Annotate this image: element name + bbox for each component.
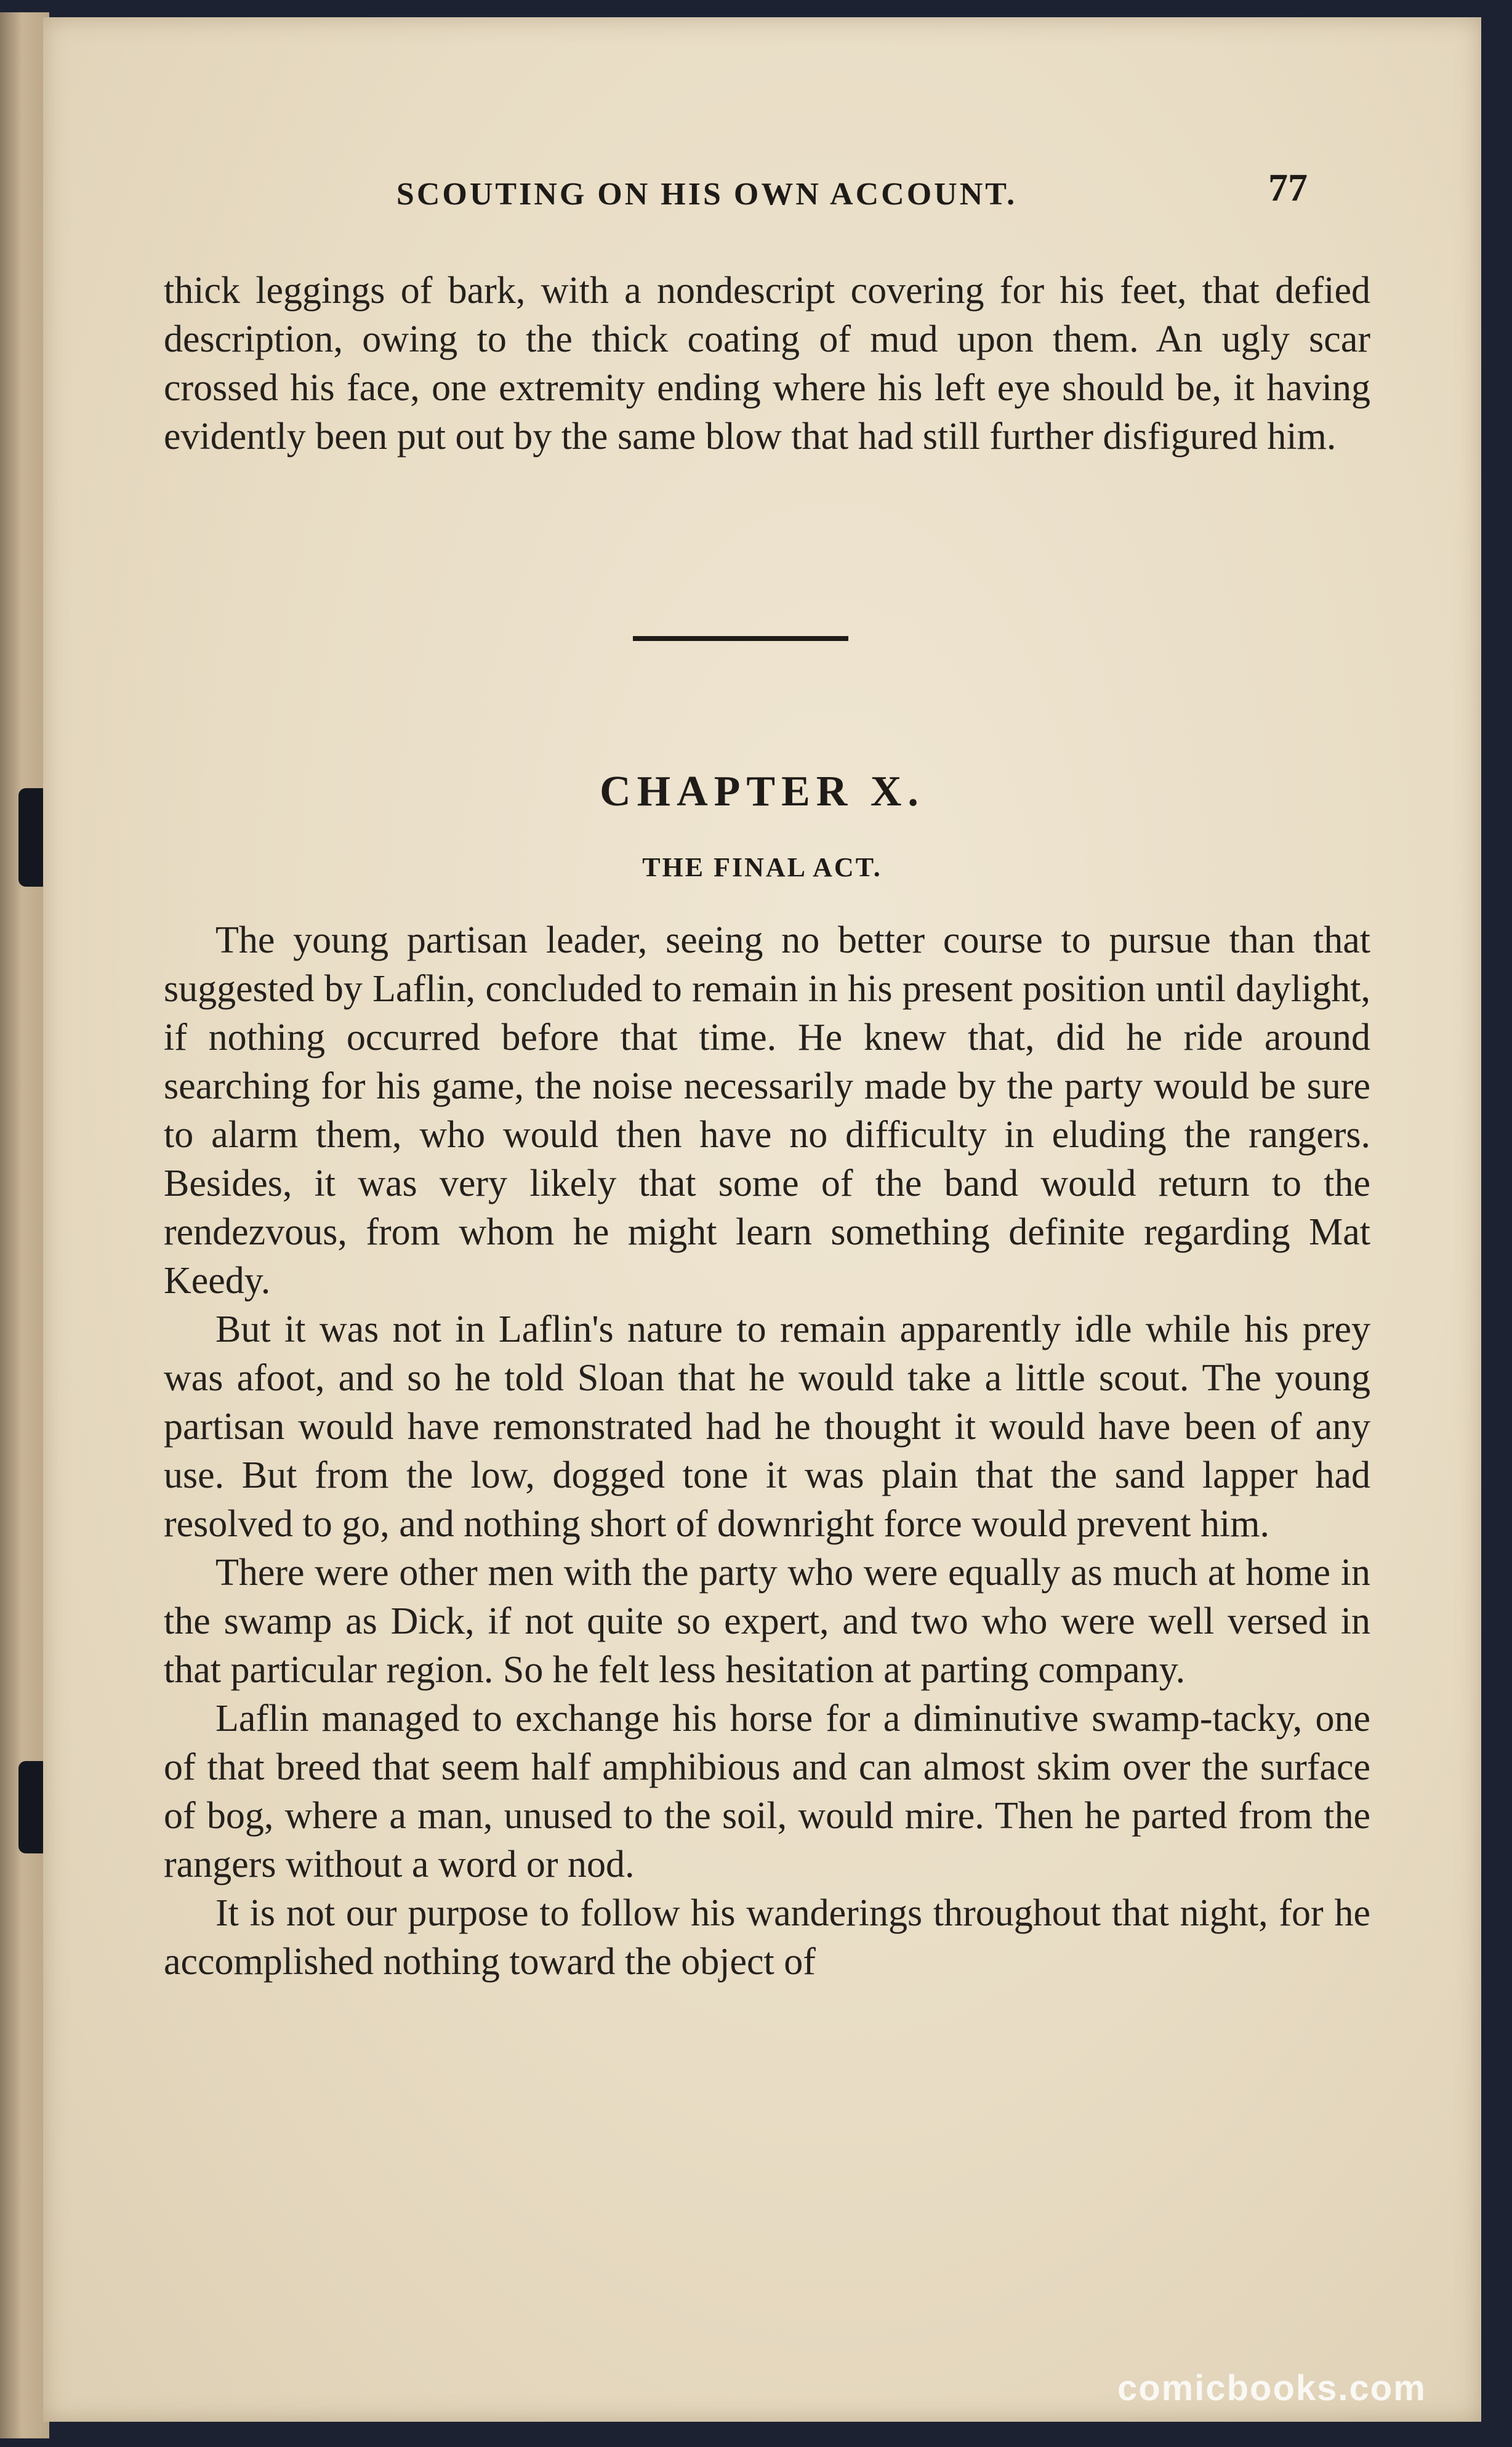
paragraph: thick leggings of bark, with a nondescript covering for his feet, that defied description, owing to the thick coating of mud upon them. An ugly scar crossed his face, one extremity ending where his left eye should be, it having evidently been put out by the same blow that had still further disfigured him. — [164, 270, 1370, 458]
continued-text — [164, 267, 1370, 461]
book-page — [43, 17, 1481, 2422]
watermark: comicbooks.com — [1117, 2368, 1426, 2408]
page-number: 77 — [1268, 166, 1308, 209]
paragraph: Laflin managed to exchange his horse for a diminutive swamp-tacky, one of that breed that seem half amphibious and can almost skim over the surface of bog, where a man, unused to the soil, would mire. Then he parted from the rangers without a word or nod. — [164, 1698, 1370, 1885]
paragraph: The young partisan leader, seeing no better course to pursue than that suggested by Laflin, concluded to remain in his present position until daylight, if nothing occurred before that time. He knew that, did he ride around searching for his game, the noise necessarily made by the party would be sure to alarm them, who would then have no difficulty in eluding the rangers. Besides, it was very likely that some of the band would return to the rendezvous, from whom he might learn something definite regarding Mat Keedy. — [164, 919, 1370, 1302]
paragraph: But it was not in Laflin's nature to remain apparently idle while his prey was afoot, and so he told Sloan that he would take a little scout. The young partisan would have remonstrated had he thought it would have been of any use. But from the low, dogged tone it was plain that the sand lapper had resolved to go, and nothing short of downright force would prevent him. — [164, 1308, 1370, 1545]
book-spine-edge — [0, 12, 49, 2438]
chapter-title: THE FINAL ACT. — [642, 852, 882, 882]
chapter-body — [164, 916, 1370, 1986]
paragraph: There were other men with the party who were equally as much at home in the swamp as Dick, if not quite so expert, and two who were well versed in that particular region. So he felt less hesitation at parting company. — [164, 1552, 1370, 1691]
chapter-heading: CHAPTER X. — [600, 768, 925, 815]
running-head: SCOUTING ON HIS OWN ACCOUNT. — [396, 177, 1018, 212]
paragraph: It is not our purpose to follow his wanderings throughout that night, for he accomplished nothing toward the object of — [164, 1892, 1370, 1983]
section-divider — [633, 636, 848, 641]
